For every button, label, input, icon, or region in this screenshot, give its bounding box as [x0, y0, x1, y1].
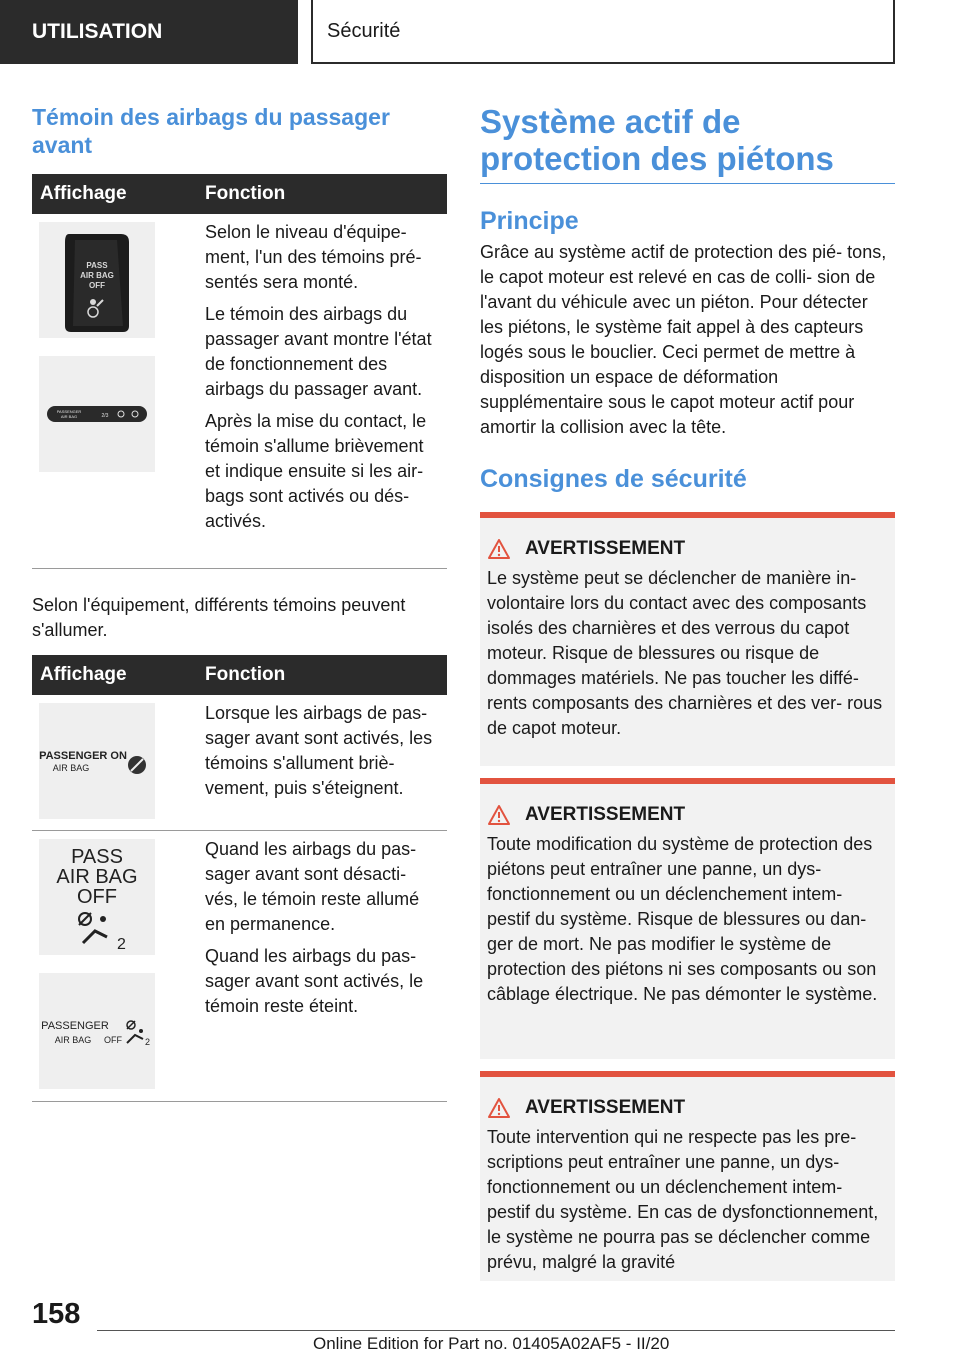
warning-title [487, 538, 888, 560]
header-section: UTILISATION [0, 0, 298, 64]
warning-box [480, 1071, 895, 1281]
safety-heading: Consignes de sécurité [480, 465, 747, 493]
table1-col-display: Affichage [40, 183, 127, 204]
table2-row1-paragraph: Lorsque les airbags de pas- sager avant sont activés, les témoins s'allument briè- vement, puis s'éteignent. [205, 703, 433, 798]
img-pass-line3: OFF [77, 886, 117, 908]
img-pass-line2: AIR BAG [56, 866, 138, 888]
table2-header [32, 655, 447, 695]
img1-line3: OFF [89, 281, 105, 290]
table1-col-function: Fonction [205, 183, 286, 204]
table2-row2-paragraph: Quand les airbags du pas- sager avant sont activés, le témoin reste éteint. [205, 946, 424, 1016]
principle-heading: Principe [480, 207, 579, 235]
header-chapter: Sécurité [311, 0, 895, 64]
img-on-line1: PASSENGER ON [39, 750, 127, 762]
table2-row2-paragraph: Quand les airbags du pas- sager avant sont désacti- vés, le témoin reste allumé en permanence. [205, 839, 420, 934]
footer-divider [97, 1330, 895, 1331]
table2-col-function: Fonction [205, 664, 286, 685]
warning-box [480, 512, 895, 766]
warning-text: Toute intervention qui ne respecte pas les pre- scriptions peut entraîner une panne, un dys- fonctionnement ou un déclenchement intem- pestif du système. En cas de dysfonctionnement, le système ne pourra pas se déclencher comme prévu, malgré la gravité [487, 1127, 879, 1272]
table-row [32, 214, 447, 569]
warning-title-text: AVERTISSEMENT [525, 1097, 686, 1118]
table-row [32, 831, 447, 1102]
img-off-word: OFF [104, 1035, 122, 1045]
right-column [480, 100, 895, 1281]
warning-title [487, 1097, 888, 1119]
pedestrian-protection-title: Système actif de protection des piétons [480, 103, 895, 184]
warning-title [487, 804, 888, 826]
table1-header [32, 174, 447, 214]
table1-paragraph: Après la mise du contact, le témoin s'allume brièvement et indique ensuite si les air- bags sont activés ou dés- activés. [205, 411, 427, 531]
warning-title-text: AVERTISSEMENT [525, 538, 686, 559]
passenger-airbag-on-icon [39, 703, 155, 819]
passenger-airbag-off-icon [39, 973, 155, 1089]
airbag-indicator-heading: Témoin des airbags du passager avant [32, 104, 390, 158]
img2-line2: AIR BAG [60, 414, 78, 419]
img1-line2: AIR BAG [80, 271, 114, 280]
img-pass-digit: 2 [117, 936, 126, 953]
img2-line1: PASSENGER [56, 409, 82, 414]
footer-edition: Online Edition for Part no. 01405A02AF5 - II/20 [313, 1334, 670, 1353]
table2-col-display: Affichage [40, 664, 127, 685]
warning-text: Toute modification du système de protection des piétons peut entraîner une panne, un dys- fonctionnement ou un déclenchement intem- pestif du système. Risque de blessures ou dan- ger de mort. Ne pas modifier le système de protection des piétons ni ses composants ou son câblage électrique. Ne pas démonter le système. [487, 834, 878, 1004]
table1-paragraph: Le témoin des airbags du passager avant montre l'état de fonctionnement des airbags du passager avant. [205, 304, 432, 399]
table2-row2-images [32, 831, 198, 1101]
table1-images [32, 214, 198, 568]
img-on-line2: AIR BAG [52, 763, 90, 773]
img2-suffix: 2/3 [101, 413, 109, 419]
warning-triangle-icon [487, 1097, 511, 1119]
img1-line1: PASS [86, 261, 108, 270]
principle-text: Grâce au système actif de protection des pié- tons, le capot moteur est relevé en cas de colli- sion de l'avant du véhicule avec un piéton. Pour détecter les piétons, le système fait appel à des capteurs logés sous le bouclier. Ceci permet de mettre à disposition un espace de déformation supplémentaire sous le capot moteur actif pour amortir la collision avec la tête. [480, 242, 887, 437]
table2-row1-image [32, 695, 198, 830]
img-off-line1: PASSENGER [41, 1020, 109, 1032]
passenger-airbag-panel-icon [39, 356, 155, 472]
warning-text: Le système peut se déclencher de manière in- volontaire lors du contact avec des composants isolés des charnières et des verrous du capot moteur. Risque de blessures ou risque de dommages matériels. Ne pas toucher les diffé- rents composants des charnières et des ver- rous de capot moteur. [487, 568, 883, 738]
equipment-intro: Selon l'équipement, différents témoins peuvent s'allumer. [32, 595, 406, 640]
img-pass-line1: PASS [71, 846, 123, 868]
left-column [32, 100, 447, 1102]
table1-function-text [198, 214, 447, 568]
warning-box [480, 778, 895, 1059]
img-off-line2: AIR BAG [54, 1035, 92, 1045]
pass-airbag-off-button-icon [39, 222, 155, 338]
page-number: 158 [32, 1298, 81, 1330]
table2-row1-text [198, 695, 447, 830]
warning-triangle-icon [487, 804, 511, 826]
pass-airbag-off-icon [39, 839, 155, 955]
warning-triangle-icon [487, 538, 511, 560]
table-row [32, 695, 447, 831]
table1-paragraph: Selon le niveau d'équipe- ment, l'un des témoins pré- sentés sera monté. [205, 222, 422, 292]
table2-row2-text [198, 831, 447, 1101]
warning-title-text: AVERTISSEMENT [525, 804, 686, 825]
img-off-digit: 2 [145, 1037, 151, 1047]
